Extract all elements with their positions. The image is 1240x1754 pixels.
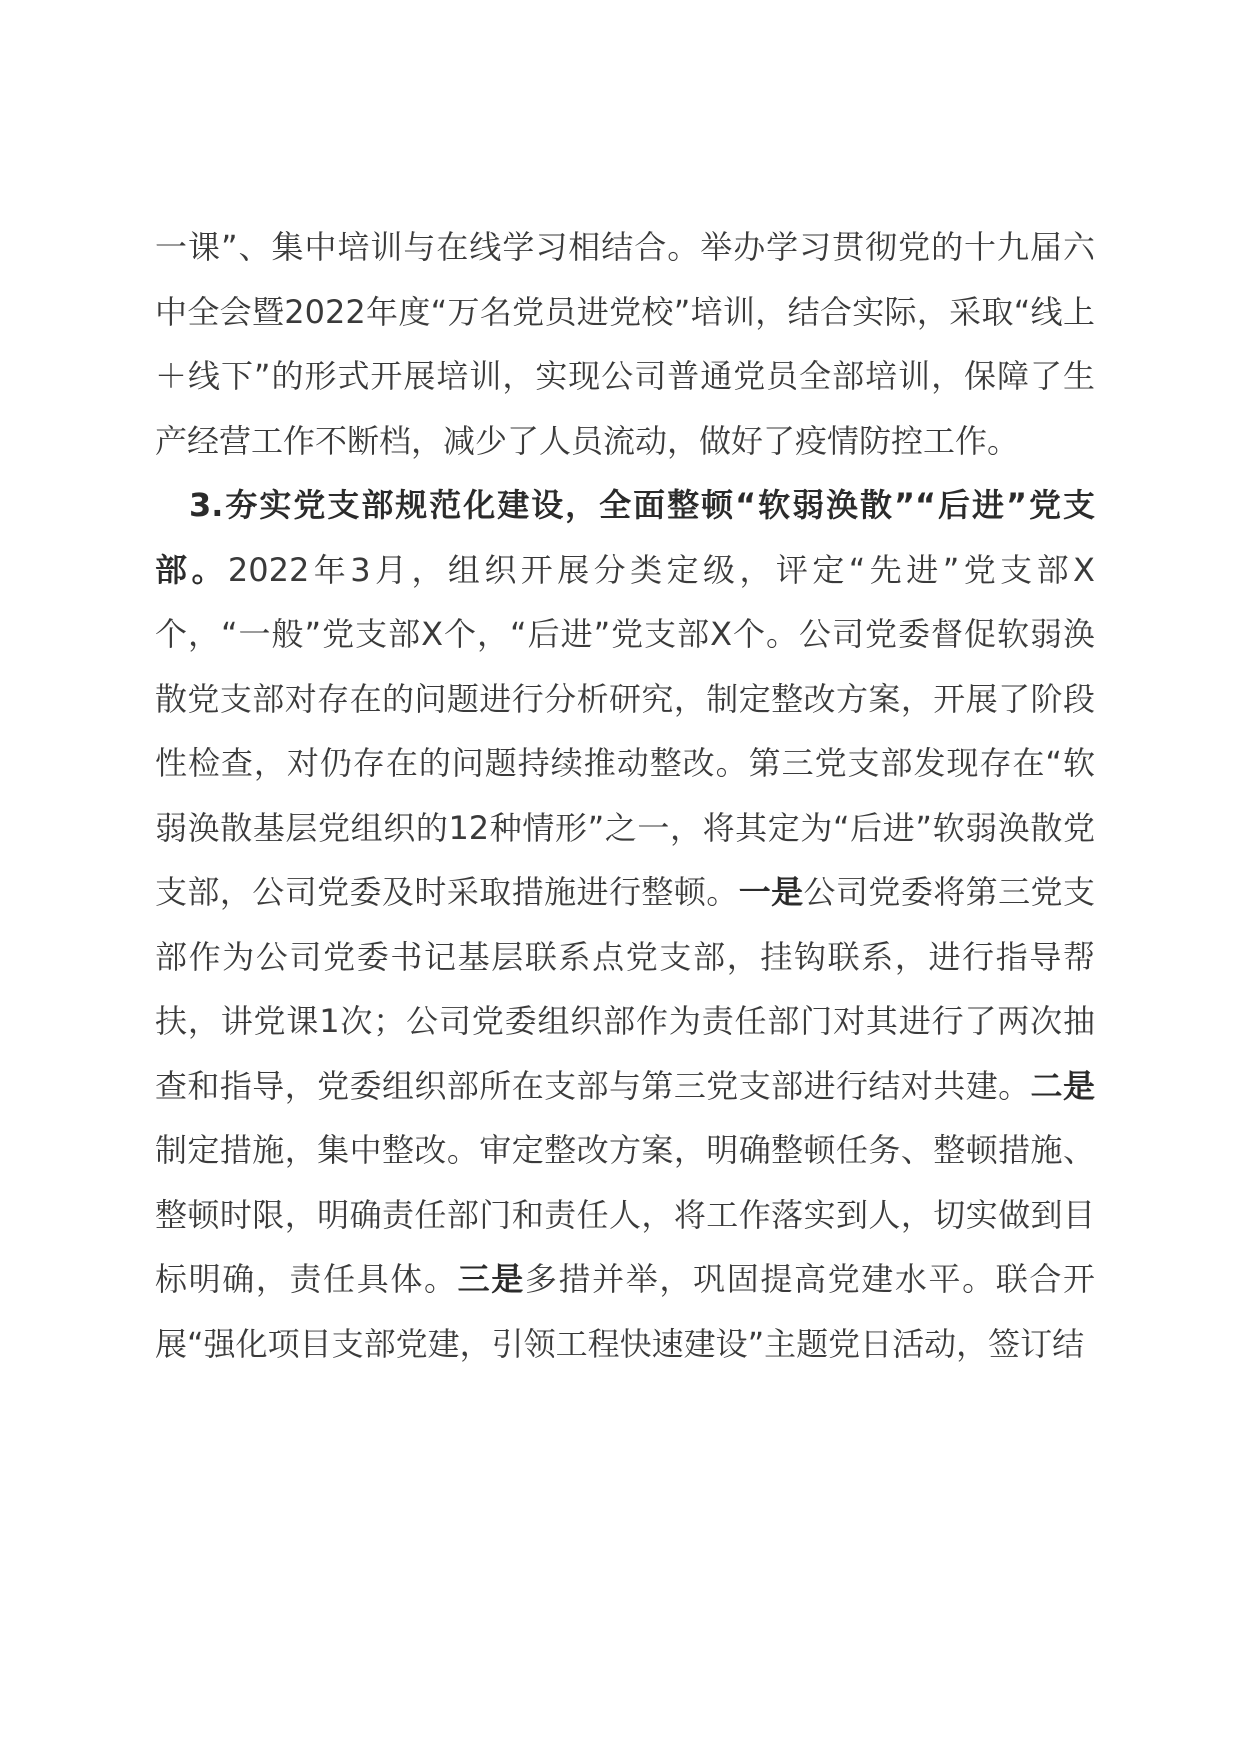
point-marker-two: 二是 <box>1030 1066 1095 1105</box>
paragraph-text: 多措并举，巩固提高党建水平。联合开展“强化项目支部党建，引领工程快速建设”主题党日活动，签订结 <box>155 1260 1095 1363</box>
point-marker-one: 一是 <box>738 873 804 911</box>
paragraph-text: 制定措施，集中整改。审定整改方案，明确整顿任务、整顿措施、整顿时限，明确责任部门和责任人，将工作落实到人，切实做到目标明确，责任具体。 <box>155 1131 1095 1298</box>
document-body <box>155 215 1095 1376</box>
point-marker-three: 三是 <box>457 1260 525 1298</box>
paragraph-branch-building <box>155 473 1095 1376</box>
paragraph-training: 一课”、集中培训与在线学习相结合。举办学习贯彻党的十九届六中全会暨2022年度“万名党员进党校”培训，结合实际，采取“线上＋线下”的形式开展培训，实现公司普通党员全部培训，保障了生产经营工作不断档，减少了人员流动，做好了疫情防控工作。 <box>155 228 1095 460</box>
paragraph-text: 2022年3月，组织开展分类定级，评定“先进”党支部X个，“一般”党支部X个，“后进”党支部X个。公司党委督促软弱涣散党支部对存在的问题进行分析研究，制定整改方案，开展了阶段性检查，对仍存在的问题持续推动整改。第三党支部发现存在“软弱涣散基层党组织的12种情形”之一，将其定为“后进”软弱涣散党支部，公司党委及时采取措施进行整顿。 <box>155 550 1095 911</box>
paragraph-text: 公司党委将第三党支部作为公司党委书记基层联系点党支部，挂钩联系，进行指导帮扶，讲党课1次；公司党委组织部作为责任部门对其进行了两次抽查和指导，党委组织部所在支部与第三党支部进行结对共建。 <box>155 873 1095 1105</box>
section-heading: 3.夯实党支部规范化建设，全面整顿“软弱涣散”“后进”党支部。 <box>155 486 1095 589</box>
